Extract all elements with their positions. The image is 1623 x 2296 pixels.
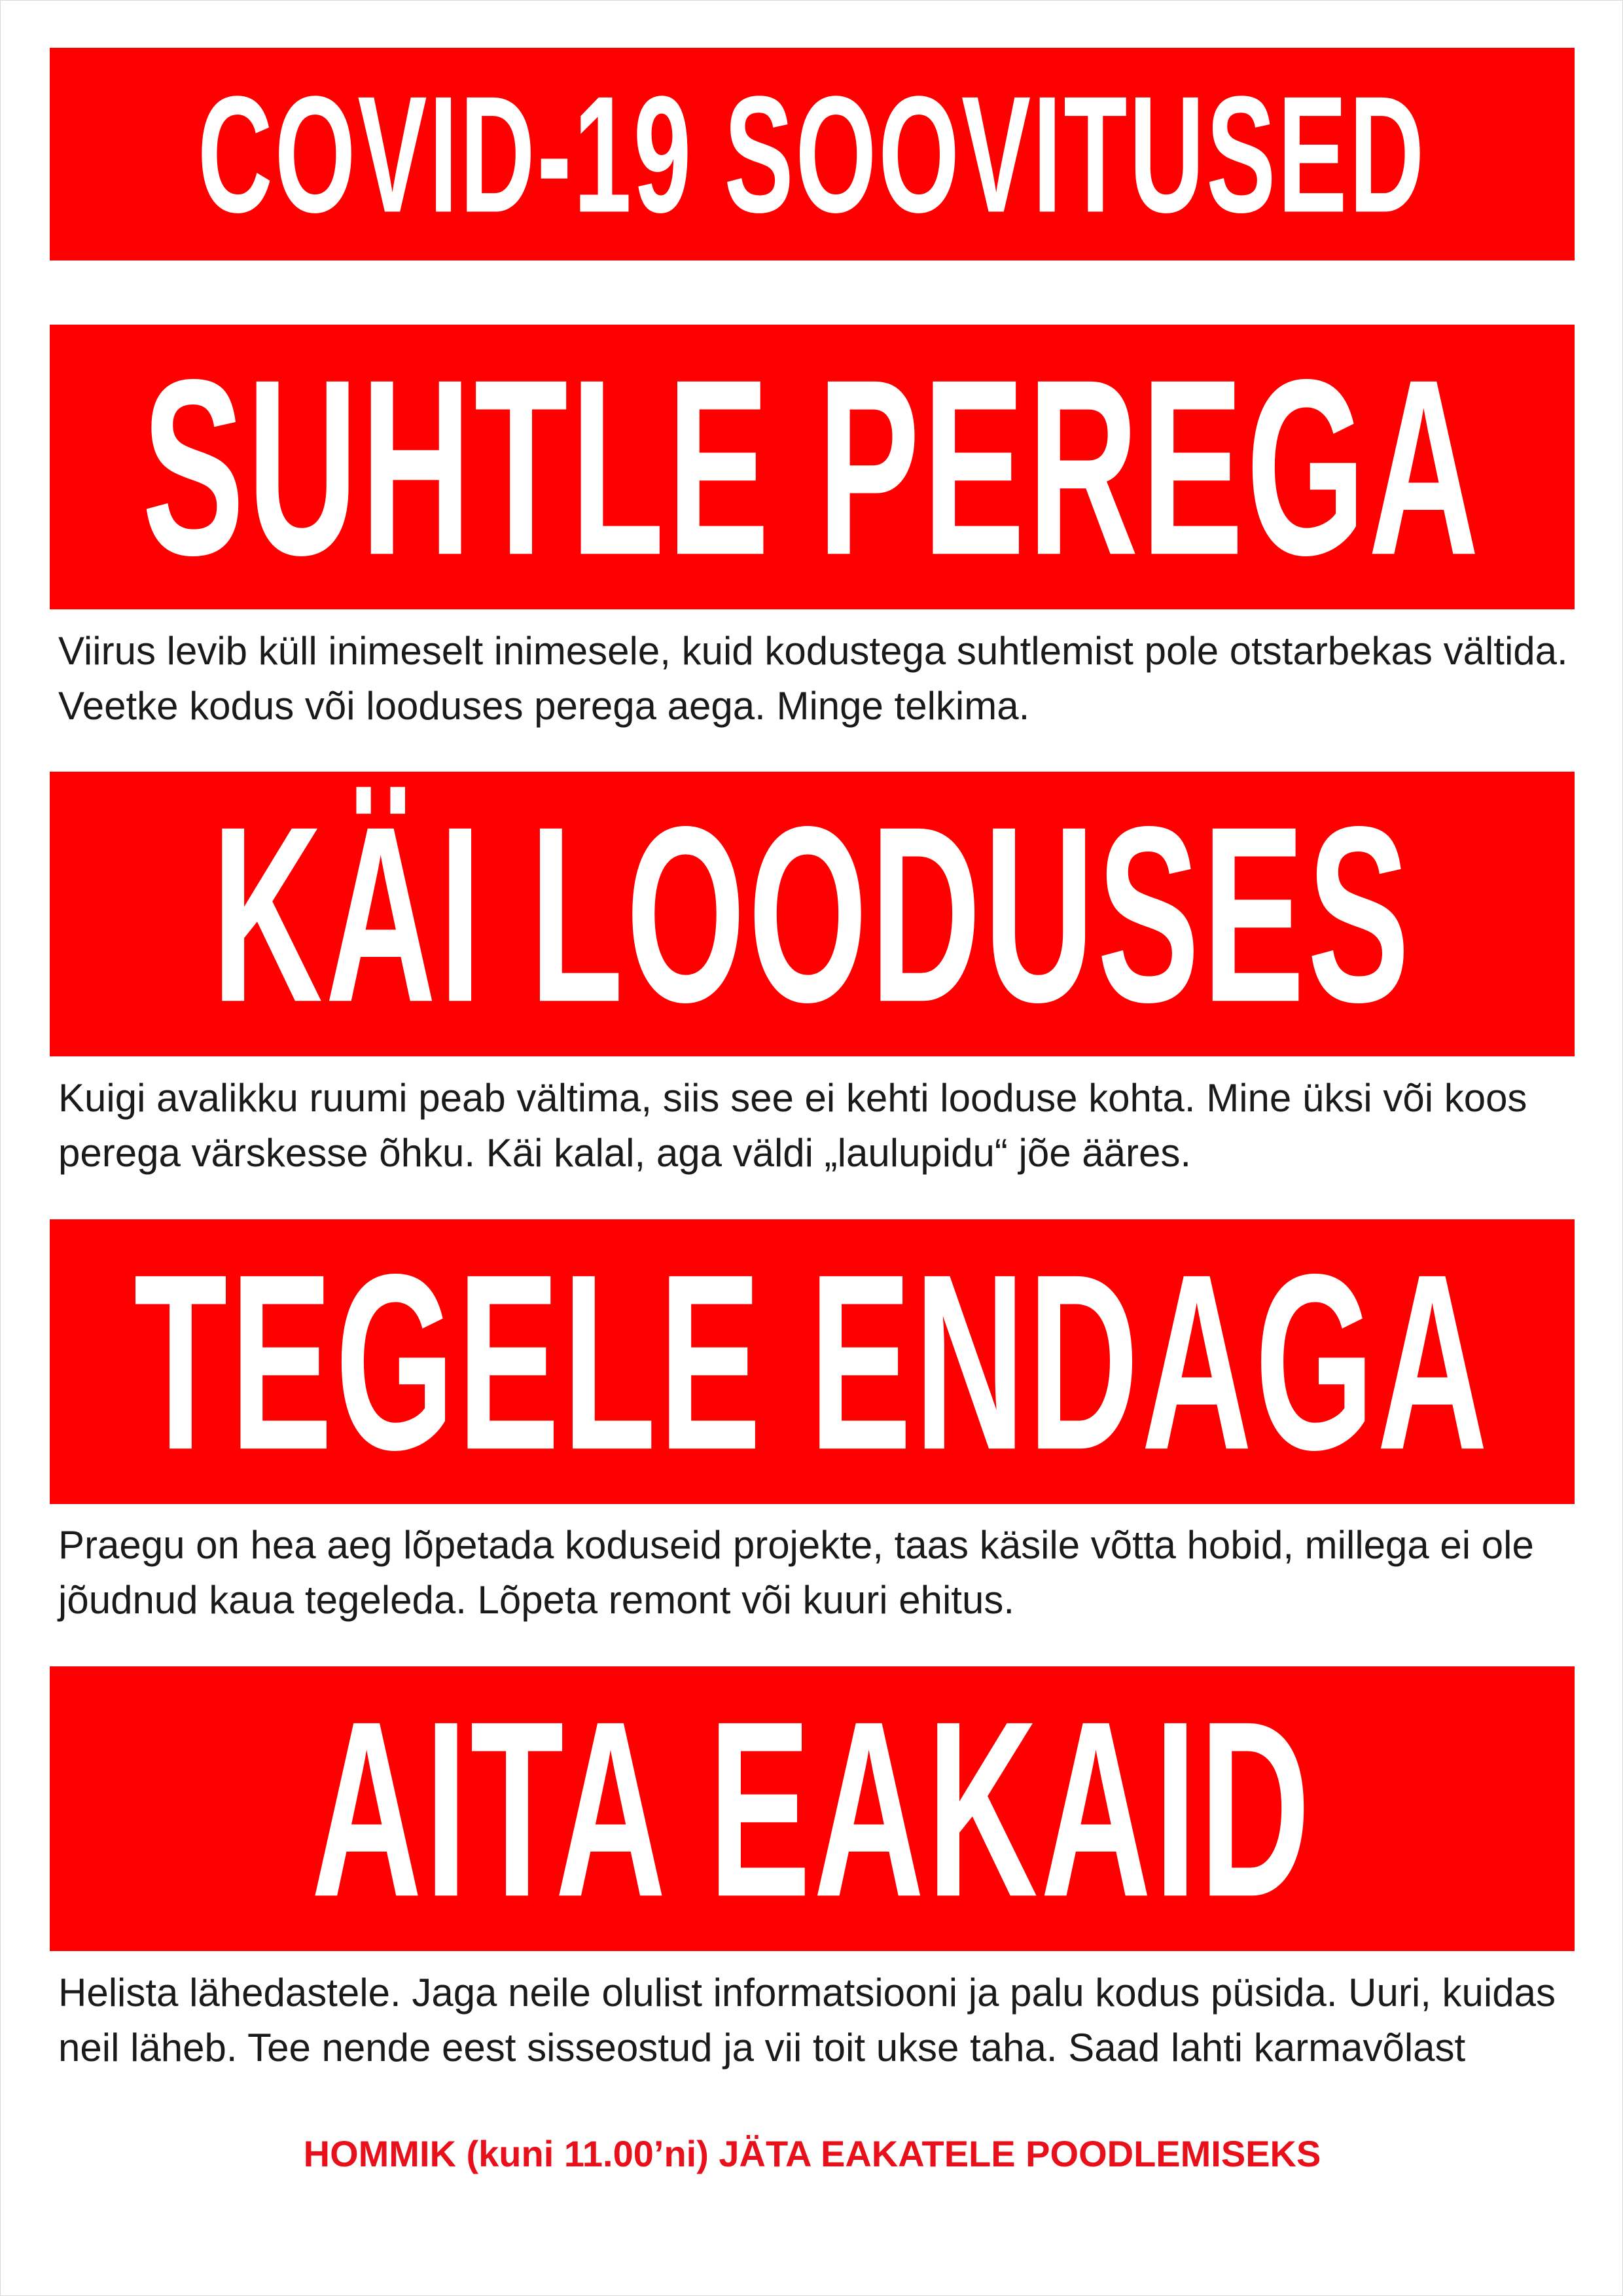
section-description: Praegu on hea aeg lõpetada koduseid projekte, taas käsile võtta hobid, millega ei ole jõudnud kaua tegeleda. Lõpeta remont või kuuri ehitus. [58, 1523, 1534, 1622]
section-banner-family [50, 325, 1575, 609]
section-description: Kuigi avalikku ruumi peab vältima, siis see ei kehti looduse kohta. Mine üksi või koos perega värskesse õhku. Käi kalal, aga väldi „laulupidu“ jõe ääres. [58, 1076, 1527, 1175]
section-heading: TEGELE ENDAGA [134, 1221, 1491, 1501]
section-heading: AITA EAKAID [311, 1668, 1313, 1948]
section-banner-self [50, 1219, 1575, 1504]
section-banner-nature [50, 772, 1575, 1056]
title-banner [50, 48, 1575, 260]
section-banner-elderly [50, 1666, 1575, 1951]
section-heading: SUHTLE PEREGA [142, 326, 1482, 607]
section-heading: KÄI LOODUSES [211, 773, 1413, 1054]
poster-title: COVID-19 SOOVITUSED [198, 61, 1427, 247]
footer-note: HOMMIK (kuni 11.00’ni) JÄTA EAKATELE POODLEMISEKS [303, 2133, 1321, 2174]
section-description: Viirus levib küll inimeselt inimesele, kuid kodustega suhtlemist pole otstarbekas vältida. Veetke kodus või looduses perega aega. Minge telkima. [58, 629, 1568, 728]
section-description: Helista lähedastele. Jaga neile olulist informatsiooni ja palu kodus püsida. Uuri, kuidas neil läheb. Tee nende eest sisseostud ja vii toit ukse taha. Saad lahti karmavõlast [58, 1971, 1556, 2070]
